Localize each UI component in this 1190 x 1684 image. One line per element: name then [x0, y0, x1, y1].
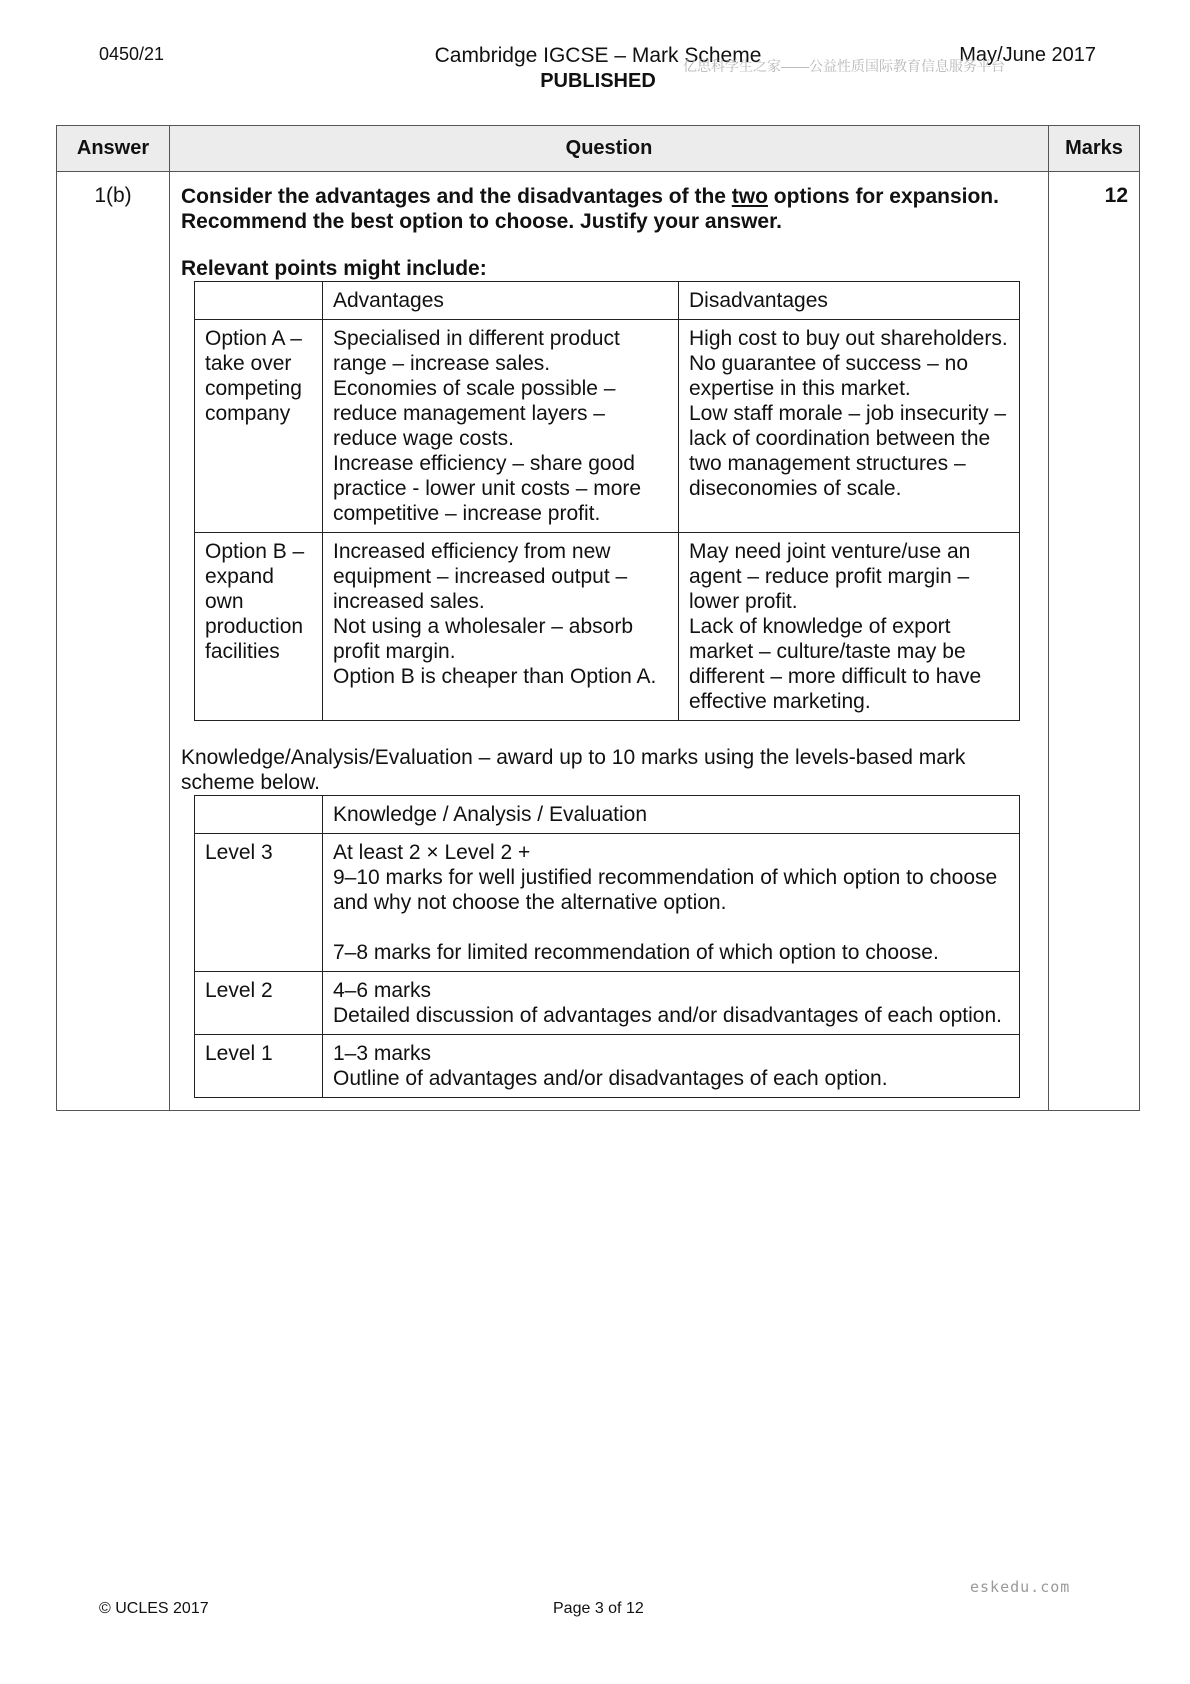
level-label: Level 3: [195, 834, 323, 972]
level-descriptor: At least 2 × Level 2 + 9–10 marks for well justified recommendation of which option to choose and why not choose the alternative option. 7–8 marks for limited recommendation of which option to choose.: [323, 834, 1020, 972]
level-label: Level 1: [195, 1035, 323, 1098]
option-label: Option B – expand own production facilities: [195, 533, 323, 721]
empty-cell: [195, 796, 323, 834]
level-row: [195, 834, 1020, 972]
table-header-row: [57, 126, 1140, 172]
levels-intro: Knowledge/Analysis/Evaluation – award up to 10 marks using the levels-based mark scheme below.: [181, 746, 966, 794]
question-number: 1(b): [57, 172, 170, 1111]
advantages-header: Advantages: [323, 282, 679, 320]
option-row: [195, 533, 1020, 721]
kae-header: Knowledge / Analysis / Evaluation: [323, 796, 1020, 834]
levels-header-row: [195, 796, 1020, 834]
published-label: PUBLISHED: [540, 70, 656, 92]
option-row: [195, 320, 1020, 533]
option-label: Option A – take over competing company: [195, 320, 323, 533]
question-column-header: Question: [170, 126, 1049, 172]
answer-column-header: Answer: [57, 126, 170, 172]
disadvantages-cell: High cost to buy out shareholders. No guarantee of success – no expertise in this market. Low staff morale – job insecurity – lack of coordination between the two management structures – diseconomies of scale.: [679, 320, 1020, 533]
level-descriptor: 1–3 marks Outline of advantages and/or disadvantages of each option.: [323, 1035, 1020, 1098]
level-descriptor: 4–6 marks Detailed discussion of advantages and/or disadvantages of each option.: [323, 972, 1020, 1035]
paper-code: 0450/21: [99, 44, 165, 64]
relevant-points-label: Relevant points might include:: [181, 257, 487, 280]
emphasis-two: two: [731, 185, 768, 208]
options-header-row: [195, 282, 1020, 320]
site-watermark: eskedu.com: [970, 1578, 1071, 1596]
marks-value: 12: [1049, 172, 1140, 1111]
document-title: Cambridge IGCSE – Mark Scheme: [434, 44, 762, 67]
page-number: Page 3 of 12: [553, 1600, 644, 1617]
question-content: [170, 172, 1049, 1111]
advantages-cell: Specialised in different product range – increase sales. Economies of scale possible – reduce management layers – reduce wage costs. Increase efficiency – share good practice - lower unit costs – more competitive – increase profit.: [323, 320, 679, 533]
level-row: [195, 1035, 1020, 1098]
marks-column-header: Marks: [1049, 126, 1140, 172]
levels-table: [194, 795, 1020, 1098]
question-prompt: Consider the advantages and the disadvantages of the two options for expansion. Recommend the best option to choose. Justify your answer.: [181, 185, 999, 233]
mark-scheme-table: [56, 125, 1140, 1111]
watermark-text: 亿思科学生之家——公益性质国际教育信息服务平台: [683, 58, 1005, 74]
level-label: Level 2: [195, 972, 323, 1035]
exam-session: May/June 2017: [959, 44, 1096, 66]
level-row: [195, 972, 1020, 1035]
options-table: [194, 281, 1020, 721]
table-row: [57, 172, 1140, 1111]
advantages-cell: Increased efficiency from new equipment – increased output – increased sales. Not using a wholesaler – absorb profit margin. Option B is cheaper than Option A.: [323, 533, 679, 721]
disadvantages-header: Disadvantages: [679, 282, 1020, 320]
copyright: © UCLES 2017: [99, 1600, 209, 1617]
disadvantages-cell: May need joint venture/use an agent – reduce profit margin – lower profit. Lack of knowledge of export market – culture/taste may be different – more difficult to have effective marketing.: [679, 533, 1020, 721]
empty-cell: [195, 282, 323, 320]
